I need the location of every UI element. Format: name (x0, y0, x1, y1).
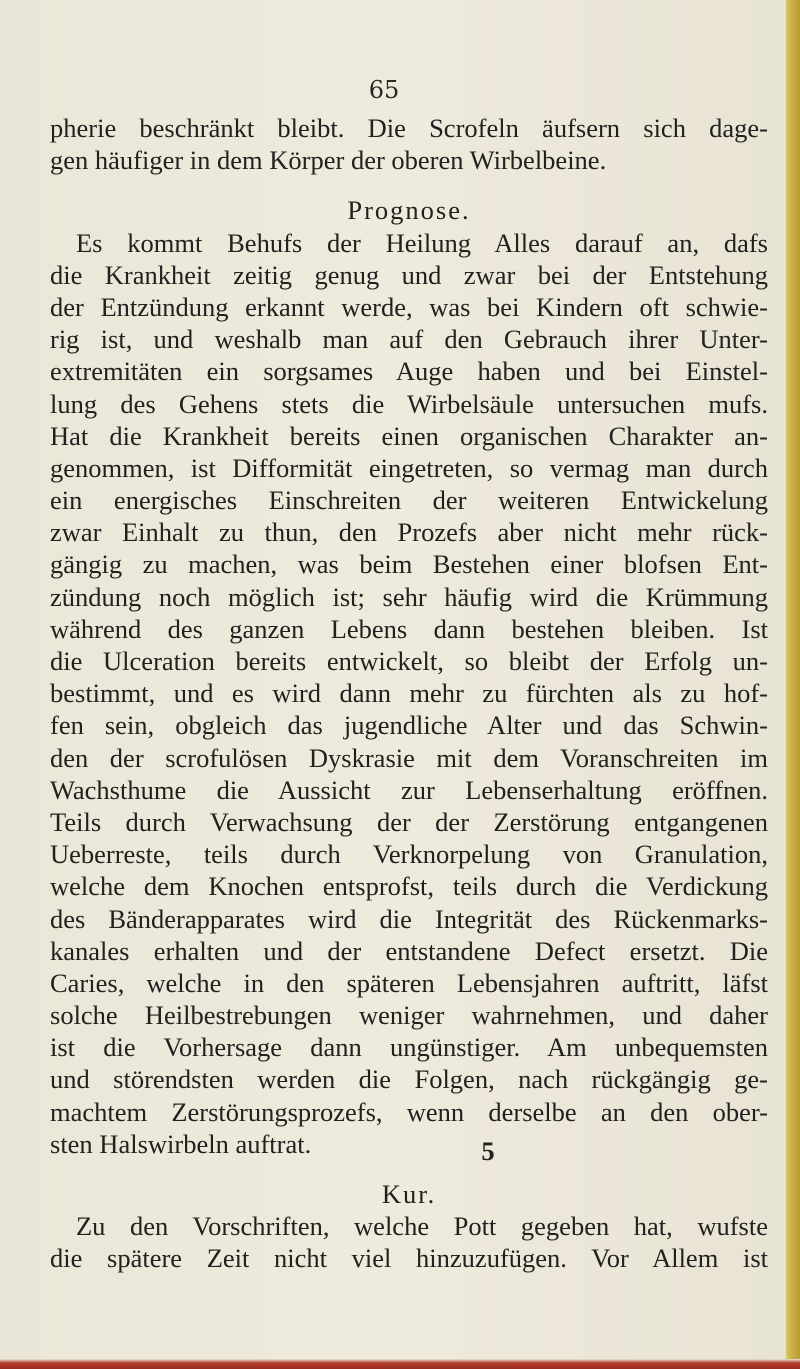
text-line: des Bänderapparates wird die Integrität des Rückenmarks- (50, 903, 768, 934)
text-line: sten Halswirbeln auftrat. (50, 1128, 312, 1159)
text-line: rig ist, und weshalb man auf den Gebrauch ihrer Unter- (50, 324, 768, 355)
text-line: fen sein, obgleich das jugendliche Alter und das Schwin- (50, 710, 768, 741)
text-line: Teils durch Verwachsung der der Zerstörung entgangenen (50, 806, 768, 837)
text-line: solche Heilbestrebungen weniger wahrnehmen, und daher (50, 1000, 768, 1031)
section-heading-prognose: Prognose. (347, 195, 471, 226)
text-line: bestimmt, und es wird dann mehr zu fürchten als zu hof- (50, 678, 768, 709)
section-heading-kur: Kur. (381, 1179, 437, 1209)
signature-mark: 5 (481, 1136, 495, 1166)
spacer (50, 1160, 768, 1178)
text-line: ist die Vorhersage dann ungünstiger. Am unbequemsten (50, 1032, 768, 1063)
page-number: 65 (368, 76, 400, 104)
text-line: Hat die Krankheit bereits einen organischen Charakter an- (50, 420, 768, 451)
spacer (50, 176, 768, 194)
text-line: gen häufiger in dem Körper der oberen Wirbelbeine. (50, 145, 607, 176)
text-line: machtem Zerstörungsprozefs, wenn derselbe an den ober- (50, 1096, 768, 1127)
text-line: lung des Gehens stets die Wirbelsäule untersuchen mufs. (50, 388, 768, 419)
text-line: die Ulceration bereits entwickelt, so bleibt der Erfolg un- (50, 646, 768, 676)
text-line: extremitäten ein sorgsames Auge haben und bei Einstel- (50, 356, 768, 387)
text-line: gängig zu machen, was beim Bestehen einer blofsen Ent- (50, 549, 768, 580)
text-line: und störendsten werden die Folgen, nach rückgängig ge- (50, 1064, 768, 1095)
text-line: die spätere Zeit nicht viel hinzuzufügen. Vor Allem ist (50, 1243, 768, 1274)
text-line: welche dem Knochen entsprofst, teils durch die Verdickung (50, 871, 768, 902)
page-bottom-edge (0, 1359, 800, 1369)
text-line: Zu den Vorschriften, welche Pott gegeben hat, wufste (76, 1211, 768, 1242)
body-text (50, 112, 768, 1275)
text-line: kanales erhalten und der entstandene Defect ersetzt. Die (50, 935, 768, 966)
text-line: Ueberreste, teils durch Verknorpelung von Granulation, (50, 839, 768, 870)
text-line: zwar Einhalt zu thun, den Prozefs aber nicht mehr rück- (50, 517, 768, 548)
book-spine-edge (786, 0, 800, 1369)
text-line: während des ganzen Lebens dann bestehen bleiben. Ist (50, 613, 768, 644)
text-line: zündung noch möglich ist; sehr häufig wird die Krümmung (50, 581, 768, 612)
text-line: Es kommt Behufs der Heilung Alles darauf an, dafs (76, 227, 768, 258)
text-line: Caries, welche in den späteren Lebensjahren auftritt, läfst (50, 967, 768, 998)
text-line: den der scrofulösen Dyskrasie mit dem Voranschreiten im (50, 742, 768, 773)
text-line: ein energisches Einschreiten der weiteren Entwickelung (50, 485, 768, 516)
text-line: die Krankheit zeitig genug und zwar bei der Entstehung (50, 259, 768, 290)
text-line: genommen, ist Difformität eingetreten, so vermag man durch (50, 452, 768, 483)
text-line: pherie beschränkt bleibt. Die Scrofeln äufsern sich dage- (50, 113, 768, 143)
text-line: der Entzündung erkannt werde, was bei Kindern oft schwie- (50, 291, 768, 322)
text-line: Wachsthume die Aussicht zur Lebenserhaltung eröffnen. (50, 774, 768, 805)
